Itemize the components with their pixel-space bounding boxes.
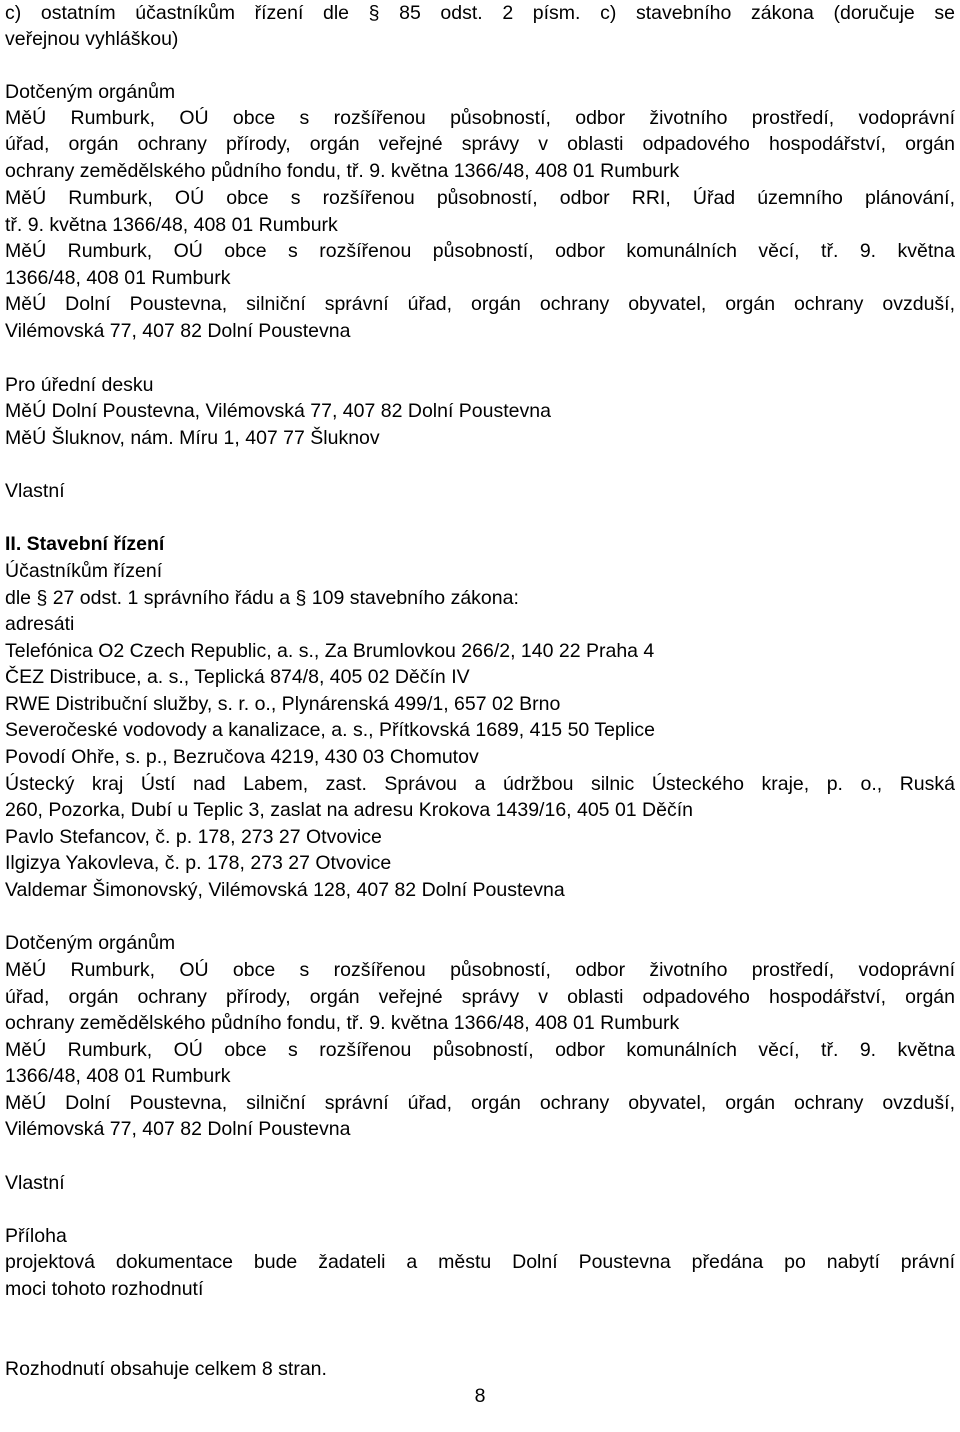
text-line: 1366/48, 408 01 Rumburk: [5, 1065, 231, 1087]
text-line: Telefónica O2 Czech Republic, a. s., Za Brumlovkou 266/2, 140 22 Praha 4: [5, 640, 655, 662]
text-line: Valdemar Šimonovský, Vilémovská 128, 407 82 Dolní Poustevna: [5, 879, 565, 901]
text-line: dle § 27 odst. 1 správního řádu a § 109 stavebního zákona:: [5, 587, 519, 609]
text-line: MěÚ Rumburk, OÚ obce s rozšířenou působností, odbor komunálních věcí, tř. 9. května: [5, 240, 955, 262]
section-heading: Účastníkům řízení: [5, 560, 163, 582]
text-line: 1366/48, 408 01 Rumburk: [5, 267, 231, 289]
text-line: veřejnou vyhláškou): [5, 28, 179, 50]
section-heading: Dotčeným orgánům: [5, 81, 176, 103]
text-line: MěÚ Rumburk, OÚ obce s rozšířenou působností, odbor komunálních věcí, tř. 9. května: [5, 1039, 955, 1061]
text-line: c) ostatním účastníkům řízení dle § 85 odst. 2 písm. c) stavebního zákona (doručuje se: [5, 2, 955, 24]
section-heading: Vlastní: [5, 1172, 65, 1194]
text-line: 260, Pozorka, Dubí u Teplic 3, zaslat na adresu Krokova 1439/16, 405 01 Děčín: [5, 799, 693, 821]
text-line: ochrany zemědělského půdního fondu, tř. 9. května 1366/48, 408 01 Rumburk: [5, 160, 680, 182]
text-line: tř. 9. května 1366/48, 408 01 Rumburk: [5, 214, 338, 236]
text-line: Ústecký kraj Ústí nad Labem, zast. Správou a údržbou silnic Ústeckého kraje, p. o., Ruská: [5, 773, 955, 795]
chapter-heading: II. Stavební řízení: [5, 533, 165, 555]
section-heading: Dotčeným orgánům: [5, 932, 176, 954]
section-heading: Příloha: [5, 1225, 67, 1247]
text-line: MěÚ Dolní Poustevna, silniční správní úřad, orgán ochrany obyvatel, orgán ochrany ovzduší,: [5, 293, 955, 315]
text-line: MěÚ Dolní Poustevna, silniční správní úřad, orgán ochrany obyvatel, orgán ochrany ovzduší,: [5, 1092, 955, 1114]
text-line: MěÚ Rumburk, OÚ obce s rozšířenou působností, odbor RRI, Úřad územního plánování,: [5, 187, 955, 209]
page-number: 8: [474, 1385, 486, 1407]
text-line: moci tohoto rozhodnutí: [5, 1278, 204, 1300]
text-line: Severočeské vodovody a kanalizace, a. s., Přítkovská 1689, 415 50 Teplice: [5, 719, 656, 741]
text-line: Vilémovská 77, 407 82 Dolní Poustevna: [5, 1118, 351, 1140]
text-line: MěÚ Dolní Poustevna, Vilémovská 77, 407 82 Dolní Poustevna: [5, 400, 551, 422]
text-line: Vilémovská 77, 407 82 Dolní Poustevna: [5, 320, 351, 342]
text-line: Rozhodnutí obsahuje celkem 8 stran.: [5, 1358, 327, 1380]
text-line: RWE Distribuční služby, s. r. o., Plynárenská 499/1, 657 02 Brno: [5, 693, 561, 715]
text-line: projektová dokumentace bude žadateli a městu Dolní Poustevna předána po nabytí právní: [5, 1251, 955, 1273]
text-line: Pavlo Stefancov, č. p. 178, 273 27 Otvovice: [5, 826, 382, 848]
text-line: ochrany zemědělského půdního fondu, tř. 9. května 1366/48, 408 01 Rumburk: [5, 1012, 680, 1034]
text-line: úřad, orgán ochrany přírody, orgán veřejné správy v oblasti odpadového hospodářství, orgán: [5, 986, 955, 1008]
text-line: Povodí Ohře, s. p., Bezručova 4219, 430 03 Chomutov: [5, 746, 479, 768]
text-line: MěÚ Šluknov, nám. Míru 1, 407 77 Šluknov: [5, 427, 380, 449]
text-line: Ilgizya Yakovleva, č. p. 178, 273 27 Otvovice: [5, 852, 392, 874]
text-line: ČEZ Distribuce, a. s., Teplická 874/8, 405 02 Děčín IV: [5, 666, 470, 688]
text-line: MěÚ Rumburk, OÚ obce s rozšířenou působností, odbor životního prostředí, vodoprávní: [5, 959, 955, 981]
text-line: adresáti: [5, 613, 75, 635]
text-line: MěÚ Rumburk, OÚ obce s rozšířenou působností, odbor životního prostředí, vodoprávní: [5, 107, 955, 129]
section-heading: Vlastní: [5, 480, 65, 502]
text-line: úřad, orgán ochrany přírody, orgán veřejné správy v oblasti odpadového hospodářství, orgán: [5, 133, 955, 155]
section-heading: Pro úřední desku: [5, 374, 154, 396]
